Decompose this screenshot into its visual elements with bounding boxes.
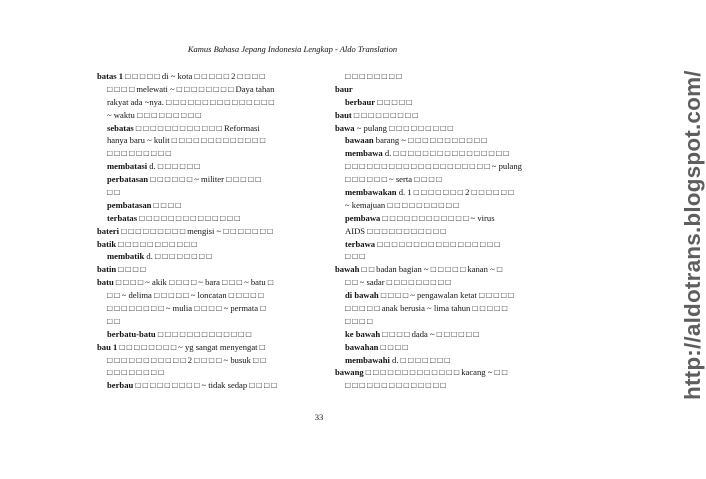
entry-headword: pembawa: [345, 212, 381, 223]
dictionary-line: [97, 122, 328, 135]
entry-headword: baur: [335, 83, 353, 94]
dictionary-line: [335, 109, 573, 122]
dictionary-line: [97, 160, 328, 173]
entry-text: □ □ □ □ □ □ □ □ □ □ □ □ ~ virus: [380, 212, 495, 223]
entry-text: □ □ □ □: [378, 341, 408, 352]
entry-headword: membawahi: [345, 354, 390, 365]
entry-text: □ □ ~ delima □ □ □ □ □ ~ loncatan □ □ □ □ □: [107, 290, 264, 301]
entry-text: □ □ □ □ □ □ □ □ □ □ □ □ □ □: [345, 380, 446, 391]
dictionary-line: [335, 366, 573, 379]
dictionary-line: [97, 212, 328, 225]
entry-text: hanya baru ~ kulit □ □ □ □ □ □ □ □ □ □ □ □ □: [107, 135, 266, 146]
dictionary-line: [97, 250, 328, 263]
entry-headword: berbatu-batu: [107, 328, 156, 339]
dictionary-line: [97, 83, 328, 96]
entry-text: □ □ □ □ □ □ □ □ □ □ □ □ Reformasi: [133, 122, 260, 133]
entry-text: □ □ □: [345, 251, 365, 262]
dictionary-line: [335, 160, 573, 173]
dictionary-line: [97, 354, 328, 367]
entry-text: □ □ □ □ □ □ □ □ □ □ □ □ □ kacang ~ □ □: [363, 367, 508, 378]
dictionary-line: [97, 289, 328, 302]
entry-text: □ □ badan bagian ~ □ □ □ □ □ kanan ~ □: [359, 264, 503, 275]
entry-headword: membawakan: [345, 187, 397, 198]
entry-headword: bawang: [335, 367, 364, 378]
entry-text: □ □ □ □ melewati ~ □ □ □ □ □ □ □ □ Daya tahan: [107, 83, 275, 94]
entry-text: d. □ □ □ □ □ □ □: [389, 354, 450, 365]
entry-text: d. □ □ □ □ □ □: [147, 161, 200, 172]
entry-headword: perbatasan: [107, 174, 149, 185]
entry-text: □ □ ~ sadar □ □ □ □ □ □ □ □ □: [345, 277, 451, 288]
dictionary-line: [97, 96, 328, 109]
entry-text: AIDS □ □ □ □ □ □ □ □ □ □ □: [345, 225, 446, 236]
entry-headword: membawa: [345, 148, 383, 159]
entry-text: □ □ □ □ □ □ □ □ □ □ □ □ □ □ □ □ □ □ □ □ ~ pulang: [345, 161, 522, 172]
entry-text: □ □ □ □ □ □ □ □ □ □ □ 2 □ □ □ □ ~ busuk □ □: [107, 354, 266, 365]
entry-text: barang ~ □ □ □ □ □ □ □ □ □ □ □: [373, 135, 487, 146]
entry-text: □ □ □ □ □ □ □ □: [345, 71, 402, 81]
dictionary-line: [97, 70, 328, 83]
dictionary-line: [97, 315, 328, 328]
entry-text: ~ kemajuan □ □ □ □ □ □ □ □ □ □: [345, 199, 459, 210]
page-number: 33: [314, 412, 324, 422]
entry-text: □ □ □ □ □ di ~ kota □ □ □ □ □ 2 □ □ □ □: [123, 71, 265, 81]
entry-headword: batu: [97, 277, 114, 288]
entry-text: □ □ □ □ □: [375, 96, 412, 107]
entry-headword: sebatas: [107, 122, 134, 133]
entry-text: □ □ □ □ □ □ □ □ □ □ □: [116, 238, 197, 249]
dictionary-line: [335, 263, 573, 276]
entry-text: rakyat ada ~nya. □ □ □ □ □ □ □ □ □ □ □ □ □ □ □: [107, 96, 274, 107]
entry-text: □ □ □ □: [151, 199, 181, 210]
entry-headword: batik: [97, 238, 117, 249]
page-header: Kamus Bahasa Jepang Indonesia Lengkap - Aldo Translation: [187, 44, 398, 54]
entry-text: d. 1 □ □ □ □ □ □ □ 2 □ □ □ □ □ □: [396, 187, 514, 198]
dictionary-line: [97, 173, 328, 186]
dictionary-line: [97, 134, 328, 147]
entry-headword: batin: [97, 264, 117, 275]
dictionary-line: [335, 315, 573, 328]
dictionary-line: [335, 328, 573, 341]
dictionary-line: [335, 225, 573, 238]
dictionary-line: [335, 173, 573, 186]
entry-text: □ □ □ □ □ □ □ □ □ □ □ □ □: [155, 328, 252, 339]
entry-headword: membatasi: [107, 161, 148, 172]
dictionary-line: [335, 238, 573, 251]
dictionary-column-left: [97, 70, 328, 392]
entry-text: □ □ □ □: [116, 264, 146, 275]
dictionary-line: [335, 122, 573, 135]
entry-text: □ □ □ □ □ □ □ □ □ mengisi ~ □ □ □ □ □ □ □: [118, 225, 273, 236]
entry-headword: terbatas: [107, 212, 138, 223]
dictionary-line: [335, 134, 573, 147]
entry-headword: batas 1: [97, 71, 124, 81]
dictionary-line: [97, 263, 328, 276]
watermark-url: http://aldotrans.blogspot.com/: [680, 70, 705, 400]
entry-text: □ □: [107, 315, 120, 326]
dictionary-line: [335, 147, 573, 160]
entry-text: □ □ □ □ □ □ □ □ □: [351, 109, 418, 120]
dictionary-line: [97, 276, 328, 289]
entry-text: □ □ □ □ □ □ □ □ □ □ □ □ □ □ □ □ □: [375, 238, 500, 249]
entry-headword: bau 1: [97, 341, 118, 352]
dictionary-line: [97, 328, 328, 341]
entry-text: □ □ □ □ □ anak berusia ~ lima tahun □ □ □ □ □: [345, 303, 508, 314]
dictionary-line: [97, 225, 328, 238]
entry-text: □ □ □ □ dada ~ □ □ □ □ □ □: [380, 328, 479, 339]
dictionary-line: [97, 109, 328, 122]
dictionary-line: [335, 250, 573, 263]
entry-text: d. □ □ □ □ □ □ □ □: [144, 251, 212, 262]
entry-headword: pembatasan: [107, 199, 152, 210]
entry-text: d. □ □ □ □ □ □ □ □ □ □ □ □ □ □ □ □: [382, 148, 509, 159]
dictionary-line: [335, 276, 573, 289]
entry-text: □ □ □ □ ~ pengawalan ketat □ □ □ □ □: [378, 290, 514, 301]
entry-text: □ □ □ □ □ □ □ □ □ □ □ □ □ □: [137, 212, 240, 223]
entry-text: □ □ □ □ □ □ □ □ ~ mulia □ □ □ □ ~ permata □: [107, 303, 266, 314]
entry-headword: berbaur: [345, 96, 376, 107]
dictionary-line: [97, 199, 328, 212]
entry-text: □ □ □ □ □ □ □ □ □ ~ tidak sedap □ □ □ □: [133, 380, 277, 391]
dictionary-line: [335, 379, 573, 392]
entry-headword: bawaan: [345, 135, 374, 146]
entry-text: □ □ □ □ □ □ ~ militer □ □ □ □ □: [148, 174, 261, 185]
dictionary-line: [97, 238, 328, 251]
dictionary-line: [97, 379, 328, 392]
entry-text: ~ waktu □ □ □ □ □ □ □ □ □: [107, 109, 201, 120]
dictionary-line: [97, 302, 328, 315]
entry-headword: bawa: [335, 122, 355, 133]
entry-text: □ □ □ □ □ □ ~ serta □ □ □ □: [345, 174, 442, 185]
dictionary-line: [335, 70, 573, 83]
dictionary-line: [97, 341, 328, 354]
dictionary-line: [335, 212, 573, 225]
dictionary-column-right: [335, 70, 573, 392]
entry-headword: bateri: [97, 225, 119, 236]
dictionary-line: [335, 341, 573, 354]
dictionary-line: [97, 147, 328, 160]
entry-text: □ □ □ □ □ □ □ □ □: [107, 148, 171, 159]
entry-text: □ □: [107, 187, 120, 198]
dictionary-line: [97, 186, 328, 199]
entry-headword: terbawa: [345, 238, 376, 249]
dictionary-line: [335, 302, 573, 315]
entry-headword: bawah: [335, 264, 360, 275]
entry-text: ~ pulang □ □ □ □ □ □ □ □ □: [354, 122, 453, 133]
dictionary-line: [97, 366, 328, 379]
entry-headword: di bawah: [345, 290, 379, 301]
dictionary-line: [335, 199, 573, 212]
dictionary-line: [335, 96, 573, 109]
entry-headword: berbau: [107, 380, 134, 391]
entry-text: □ □ □ □ □ □ □ □ ~ yg sangat menyengat □: [117, 341, 265, 352]
dictionary-line: [335, 354, 573, 367]
dictionary-line: [335, 83, 573, 96]
entry-headword: baut: [335, 109, 352, 120]
entry-text: □ □ □ □: [345, 315, 373, 326]
dictionary-line: [335, 186, 573, 199]
entry-headword: ke bawah: [345, 328, 381, 339]
entry-headword: bawahan: [345, 341, 379, 352]
entry-text: □ □ □ □ □ □ □ □: [107, 367, 164, 378]
entry-text: □ □ □ □ ~ akik □ □ □ □ ~ bara □ □ □ ~ batu □: [113, 277, 274, 288]
dictionary-line: [335, 289, 573, 302]
entry-headword: membatik: [107, 251, 145, 262]
